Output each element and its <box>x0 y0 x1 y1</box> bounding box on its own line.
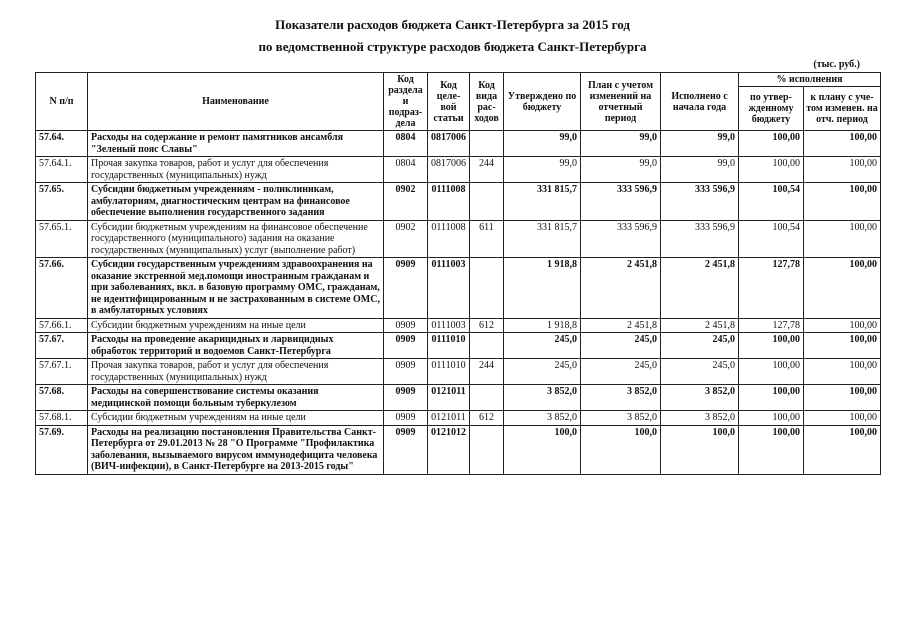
header-razdel: Код раздела и подраз-дела <box>384 73 428 131</box>
cell-pct-plan: 100,00 <box>804 258 881 319</box>
cell-pct-plan: 100,00 <box>804 157 881 183</box>
cell-approved: 100,0 <box>504 425 581 474</box>
cell-num: 57.67. <box>36 333 88 359</box>
cell-executed: 245,0 <box>661 359 739 385</box>
table-row <box>36 425 881 474</box>
cell-statya: 0111003 <box>428 318 470 333</box>
cell-vid <box>470 425 504 474</box>
cell-vid: 244 <box>470 157 504 183</box>
cell-vid: 244 <box>470 359 504 385</box>
table-row <box>36 157 881 183</box>
cell-executed: 245,0 <box>661 333 739 359</box>
cell-num: 57.69. <box>36 425 88 474</box>
header-pct-plan: к плану с уче-том изменен. на отч. период <box>804 87 881 131</box>
cell-vid: 611 <box>470 220 504 258</box>
cell-statya: 0111008 <box>428 183 470 221</box>
cell-pct-plan: 100,00 <box>804 359 881 385</box>
table-row <box>36 318 881 333</box>
cell-num: 57.68. <box>36 385 88 411</box>
cell-statya: 0111010 <box>428 359 470 385</box>
cell-vid <box>470 183 504 221</box>
header-plan: План с учетом изменений на отчетный период <box>581 73 661 131</box>
table-row <box>36 258 881 319</box>
cell-razdel: 0902 <box>384 183 428 221</box>
cell-vid: 612 <box>470 318 504 333</box>
cell-razdel: 0909 <box>384 425 428 474</box>
cell-executed: 3 852,0 <box>661 411 739 426</box>
cell-pct-plan: 100,00 <box>804 220 881 258</box>
cell-pct-plan: 100,00 <box>804 425 881 474</box>
header-pct-approved: по утвер-жденному бюджету <box>739 87 804 131</box>
cell-approved: 331 815,7 <box>504 183 581 221</box>
cell-razdel: 0909 <box>384 318 428 333</box>
table-row <box>36 183 881 221</box>
table-row <box>36 131 881 157</box>
cell-num: 57.66.1. <box>36 318 88 333</box>
cell-num: 57.64.1. <box>36 157 88 183</box>
cell-plan: 245,0 <box>581 359 661 385</box>
cell-executed: 99,0 <box>661 131 739 157</box>
cell-vid <box>470 333 504 359</box>
table-row <box>36 385 881 411</box>
cell-pct-plan: 100,00 <box>804 411 881 426</box>
cell-pct-approved: 127,78 <box>739 258 804 319</box>
cell-vid <box>470 131 504 157</box>
cell-statya: 0817006 <box>428 157 470 183</box>
cell-num: 57.64. <box>36 131 88 157</box>
cell-razdel: 0909 <box>384 258 428 319</box>
cell-executed: 99,0 <box>661 157 739 183</box>
cell-razdel: 0804 <box>384 131 428 157</box>
table-row <box>36 359 881 385</box>
table-row <box>36 220 881 258</box>
cell-razdel: 0909 <box>384 385 428 411</box>
cell-statya: 0121012 <box>428 425 470 474</box>
cell-name: Расходы на проведение акарицидных и ларвицидных обработок территорий и водоемов Санкт-Петербурга <box>88 333 384 359</box>
cell-name: Расходы на содержание и ремонт памятников ансамбля "Зеленый пояс Славы" <box>88 131 384 157</box>
cell-executed: 333 596,9 <box>661 183 739 221</box>
cell-approved: 331 815,7 <box>504 220 581 258</box>
cell-plan: 3 852,0 <box>581 411 661 426</box>
cell-pct-approved: 100,00 <box>739 411 804 426</box>
cell-pct-approved: 100,00 <box>739 157 804 183</box>
header-executed: Исполнено с начала года <box>661 73 739 131</box>
cell-num: 57.65. <box>36 183 88 221</box>
cell-name: Расходы на реализацию постановления Правительства Санкт-Петербурга от 29.01.2013 № 28 "О Программе "Профилактика заболевания, вызываемого вирусом иммунодефицита человека (ВИЧ-инфекции), в Санкт-Петербурге на 2013-2015 годы" <box>88 425 384 474</box>
header-approved: Утверждено по бюджету <box>504 73 581 131</box>
cell-pct-approved: 100,54 <box>739 220 804 258</box>
cell-plan: 100,0 <box>581 425 661 474</box>
header-num: N п/п <box>36 73 88 131</box>
cell-name: Прочая закупка товаров, работ и услуг для обеспечения государственных (муниципальных) нужд <box>88 359 384 385</box>
cell-plan: 2 451,8 <box>581 258 661 319</box>
cell-pct-approved: 100,54 <box>739 183 804 221</box>
cell-plan: 333 596,9 <box>581 220 661 258</box>
cell-razdel: 0909 <box>384 359 428 385</box>
cell-executed: 2 451,8 <box>661 258 739 319</box>
cell-executed: 333 596,9 <box>661 220 739 258</box>
cell-num: 57.67.1. <box>36 359 88 385</box>
table-row <box>36 411 881 426</box>
cell-statya: 0111010 <box>428 333 470 359</box>
budget-table <box>35 72 881 475</box>
cell-plan: 333 596,9 <box>581 183 661 221</box>
cell-approved: 245,0 <box>504 359 581 385</box>
cell-pct-plan: 100,00 <box>804 318 881 333</box>
cell-pct-plan: 100,00 <box>804 131 881 157</box>
cell-executed: 2 451,8 <box>661 318 739 333</box>
cell-plan: 2 451,8 <box>581 318 661 333</box>
cell-pct-approved: 100,00 <box>739 131 804 157</box>
cell-plan: 99,0 <box>581 157 661 183</box>
cell-pct-approved: 100,00 <box>739 333 804 359</box>
cell-plan: 99,0 <box>581 131 661 157</box>
cell-name: Субсидии бюджетным учреждениям на иные цели <box>88 411 384 426</box>
cell-executed: 100,0 <box>661 425 739 474</box>
header-statya: Код целе-вой статьи <box>428 73 470 131</box>
cell-razdel: 0902 <box>384 220 428 258</box>
cell-approved: 245,0 <box>504 333 581 359</box>
cell-name: Субсидии бюджетным учреждениям на финансовое обеспечение государственного (муниципального) задания на оказание государственных (муниципальных) услуг (выполнение работ) <box>88 220 384 258</box>
cell-statya: 0111003 <box>428 258 470 319</box>
header-name: Наименование <box>88 73 384 131</box>
cell-name: Субсидии бюджетным учреждениям - поликлиникам, амбулаториям, диагностическим центрам на финансовое обеспечение выполнения государственного задания <box>88 183 384 221</box>
cell-pct-plan: 100,00 <box>804 385 881 411</box>
cell-vid: 612 <box>470 411 504 426</box>
cell-pct-approved: 127,78 <box>739 318 804 333</box>
cell-pct-approved: 100,00 <box>739 385 804 411</box>
cell-num: 57.66. <box>36 258 88 319</box>
cell-approved: 99,0 <box>504 157 581 183</box>
cell-pct-approved: 100,00 <box>739 425 804 474</box>
cell-executed: 3 852,0 <box>661 385 739 411</box>
header-vid: Код вида рас-ходов <box>470 73 504 131</box>
cell-pct-plan: 100,00 <box>804 183 881 221</box>
cell-name: Прочая закупка товаров, работ и услуг для обеспечения государственных (муниципальных) нужд <box>88 157 384 183</box>
report-subtitle: по ведомственной структуре расходов бюджета Санкт-Петербурга <box>258 39 647 54</box>
cell-name: Субсидии бюджетным учреждениям на иные цели <box>88 318 384 333</box>
cell-approved: 1 918,8 <box>504 258 581 319</box>
cell-vid <box>470 385 504 411</box>
cell-plan: 3 852,0 <box>581 385 661 411</box>
report-title: Показатели расходов бюджета Санкт-Петербурга за 2015 год <box>275 17 630 32</box>
cell-razdel: 0909 <box>384 333 428 359</box>
cell-name: Расходы на совершенствование системы оказания медицинской помощи больным туберкулезом <box>88 385 384 411</box>
cell-statya: 0121011 <box>428 385 470 411</box>
cell-num: 57.68.1. <box>36 411 88 426</box>
units-label: (тыс. руб.) <box>813 59 860 70</box>
cell-approved: 3 852,0 <box>504 385 581 411</box>
cell-statya: 0817006 <box>428 131 470 157</box>
cell-razdel: 0909 <box>384 411 428 426</box>
cell-plan: 245,0 <box>581 333 661 359</box>
cell-approved: 1 918,8 <box>504 318 581 333</box>
cell-statya: 0111008 <box>428 220 470 258</box>
cell-statya: 0121011 <box>428 411 470 426</box>
cell-pct-approved: 100,00 <box>739 359 804 385</box>
cell-approved: 99,0 <box>504 131 581 157</box>
cell-name: Субсидии государственным учреждениям здравоохранения на оказание экстренной мед.помощи иностранным гражданам и при заболеваниях, вкл. в базовую программу ОМС, гражданам, не идентифицированным и не застрахованным в системе ОМС, в амбулаторных условиях <box>88 258 384 319</box>
cell-vid <box>470 258 504 319</box>
cell-pct-plan: 100,00 <box>804 333 881 359</box>
cell-approved: 3 852,0 <box>504 411 581 426</box>
header-percent: % исполнения <box>739 73 881 87</box>
cell-razdel: 0804 <box>384 157 428 183</box>
table-row <box>36 333 881 359</box>
cell-num: 57.65.1. <box>36 220 88 258</box>
